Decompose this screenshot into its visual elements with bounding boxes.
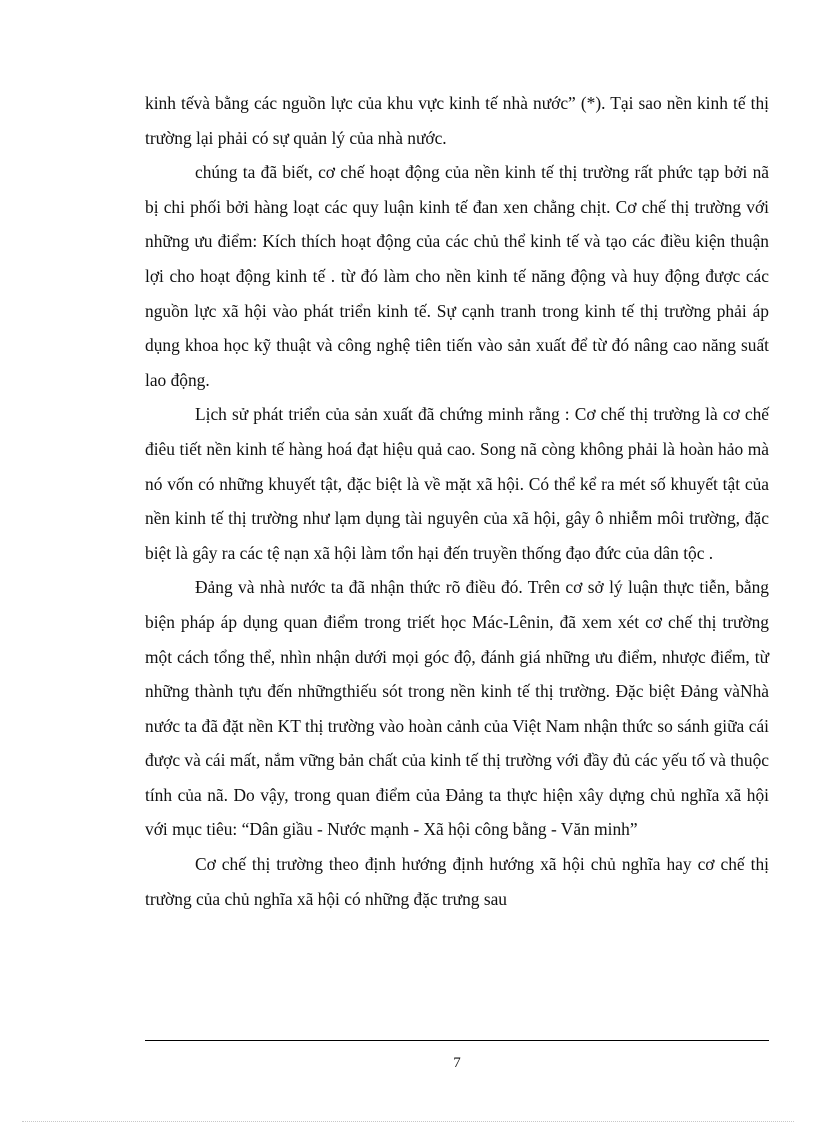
paragraph-5: Cơ chế thị trường theo định hướng định hướng xã hội chủ nghĩa hay cơ chế thị trường của chủ nghĩa xã hội có những đặc trưng sau bbox=[145, 854, 769, 909]
page-bottom-border bbox=[22, 1121, 794, 1122]
paragraph-4: Đảng và nhà nước ta đã nhận thức rõ điều đó. Trên cơ sở lý luận thực tiễn, bằng biện pháp áp dụng quan điểm trong triết học Mác-Lênin, đã xem xét cơ chế thị trường một cách tổng thể, nhìn nhận dưới mọi góc độ, đánh giá những ưu điểm, nhược điểm, từ những thành tựu đến nhữngthiếu sót trong nền kinh tế thị trường. Đặc biệt Đảng vàNhà nước ta đã đặt nền KT thị trường vào hoàn cảnh của Việt Nam nhận thức so sánh giữa cái được và cái mất, nắm vững bản chất của kinh tế thị trường với đầy đủ các yếu tố và thuộc tính của nã. Do vậy, trong quan điểm của Đảng ta thực hiện xây dựng chủ nghĩa xã hội với mục tiêu: “Dân giầu - Nước mạnh - Xã hội công bằng - Văn minh” bbox=[145, 577, 769, 840]
page-number: 7 bbox=[453, 1055, 461, 1071]
paragraph-1: kinh tếvà bằng các nguồn lực của khu vực kinh tế nhà nước” (*). Tại sao nền kinh tế thị trường lại phải có sự quản lý của nhà nước. bbox=[145, 93, 769, 148]
body-text bbox=[145, 86, 769, 916]
paragraph-2: chúng ta đã biết, cơ chế hoạt động của nền kinh tế thị trường rất phức tạp bởi nã bị chi phối bởi hàng loạt các quy luận kinh tế đan xen chằng chịt. Cơ chế thị trường với những ưu điểm: Kích thích hoạt động của các chủ thể kinh tế và tạo các điều kiện thuận lợi cho hoạt động kinh tế . từ đó làm cho nền kinh tế năng động và huy động được các nguồn lực xã hội vào phát triển kinh tế. Sự cạnh tranh trong kinh tế thị trường phải áp dụng khoa học kỹ thuật và công nghệ tiên tiến vào sản xuất để từ đó nâng cao năng suất lao động. bbox=[145, 162, 769, 390]
paragraph-3: Lịch sử phát triển của sản xuất đã chứng minh rằng : Cơ chế thị trường là cơ chế điêu tiết nền kinh tế hàng hoá đạt hiệu quả cao. Song nã còng không phải là hoàn hảo mà nó vốn có những khuyết tật, đặc biệt là về mặt xã hội. Có thể kể ra mét số khuyết tật của nền kinh tế thị trường như lạm dụng tài nguyên của xã hội, gây ô nhiễm môi trường, đặc biệt là gây ra các tệ nạn xã hội làm tổn hại đến truyền thống đạo đức của dân tộc . bbox=[145, 404, 769, 563]
footer-divider bbox=[145, 1040, 769, 1041]
